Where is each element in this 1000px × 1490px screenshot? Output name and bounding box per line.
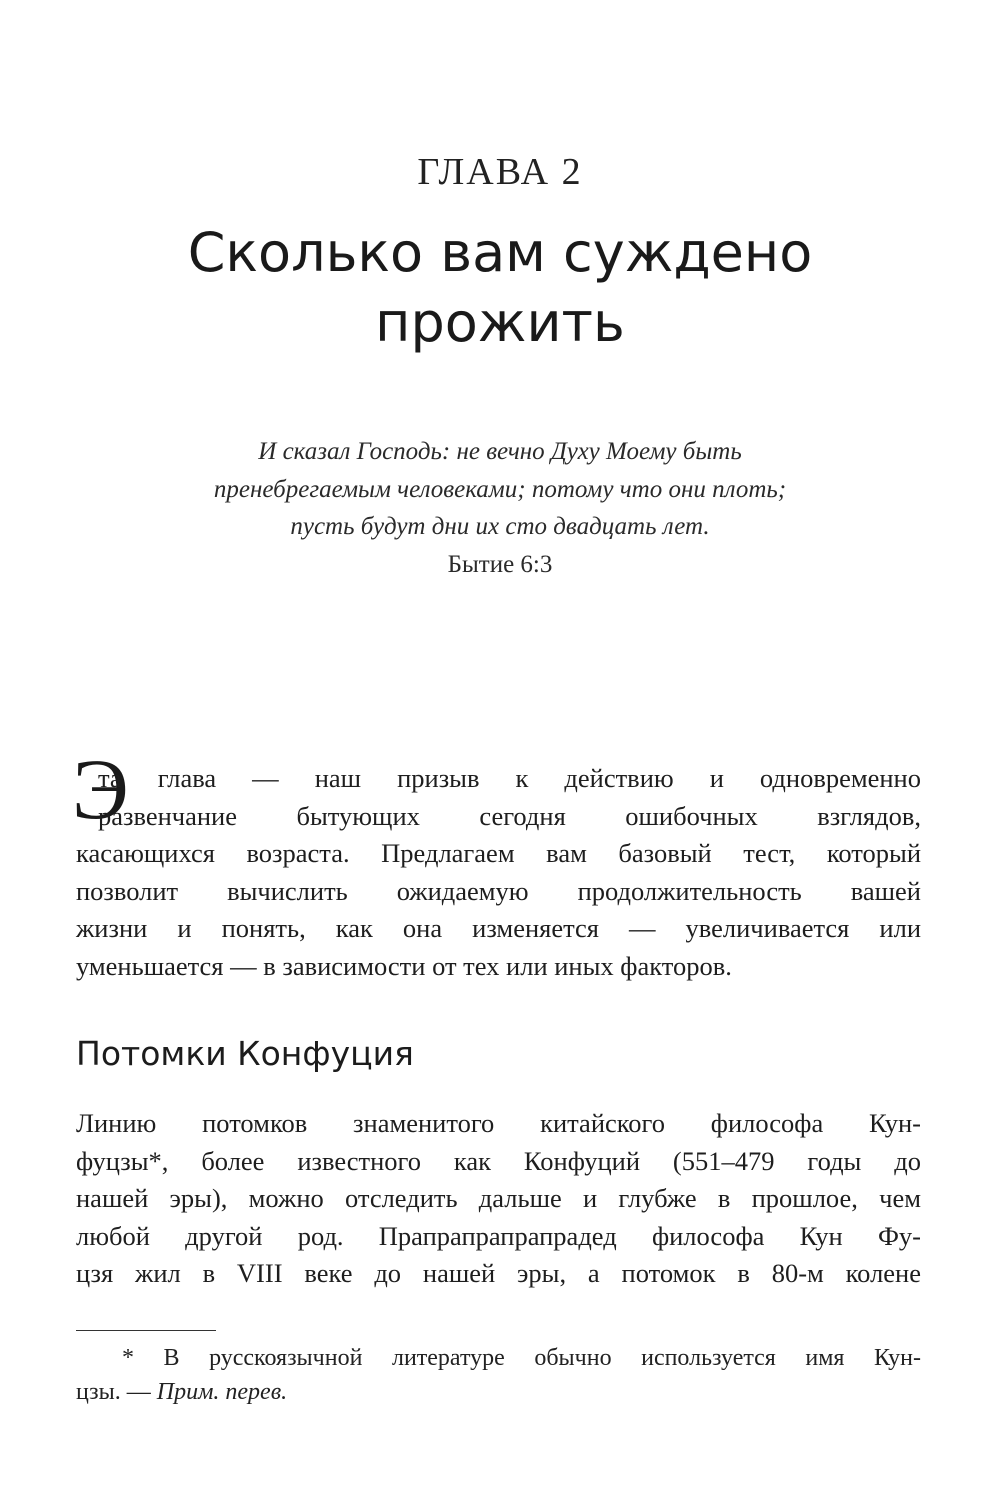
paragraph-line: та глава — наш призыв к действию и одновременно <box>98 763 921 793</box>
footnote-line <box>76 1375 921 1409</box>
chapter-title <box>0 218 1000 358</box>
chapter-title-line-1: Сколько вам суждено <box>187 221 813 284</box>
translator-note: Прим. перев. <box>156 1379 288 1405</box>
paragraph-line: нашей эры), можно отследить дальше и глубже в прошлое, чем <box>76 1183 921 1214</box>
drop-cap: Э <box>72 741 129 837</box>
section-heading: Потомки Конфуция <box>76 1034 414 1073</box>
footnote-line: * В русскоязычной литературе обычно используется имя Кун- <box>122 1345 921 1371</box>
epigraph-line: И сказал Господь: не вечно Духу Моему быть <box>258 438 742 465</box>
paragraph-line: фуцзы*, более известного как Конфуций (551–479 годы до <box>76 1145 921 1176</box>
paragraph-line: цзя жил в VIII веке до нашей эры, а потомок в 80-м колене <box>76 1258 921 1289</box>
paragraph-line: касающихся возраста. Предлагаем вам базовый тест, который <box>76 838 921 869</box>
paragraph-line: жизни и понять, как она изменяется — увеличивается или <box>76 913 921 944</box>
footnote <box>76 1341 921 1409</box>
paragraph-line: уменьшается — в зависимости от тех или иных факторов. <box>76 950 732 981</box>
chapter-label: ГЛАВА 2 <box>417 151 583 193</box>
paragraph-line: развенчание бытующих сегодня ошибочных взглядов, <box>98 800 921 831</box>
chapter-title-line-2: прожить <box>375 291 625 354</box>
footnote-text: цзы. — <box>76 1379 157 1405</box>
paragraph-line: Линию потомков знаменитого китайского философа Кун- <box>76 1108 921 1138</box>
footnote-divider <box>76 1330 216 1331</box>
paragraph-line: любой другой род. Прапрапрапрапрадед философа Кун Фу- <box>76 1220 921 1251</box>
epigraph-source: Бытие 6:3 <box>447 550 553 578</box>
intro-paragraph <box>76 760 921 986</box>
epigraph-line: пусть будут дни их сто двадцать лет. <box>290 513 710 540</box>
epigraph-quote <box>100 433 900 546</box>
paragraph-line: позволит вычислить ожидаемую продолжительность вашей <box>76 875 921 906</box>
epigraph <box>100 433 900 583</box>
epigraph-line: пренебрегаемым человеками; потому что они плоть; <box>213 475 787 503</box>
section-paragraph <box>76 1105 921 1293</box>
